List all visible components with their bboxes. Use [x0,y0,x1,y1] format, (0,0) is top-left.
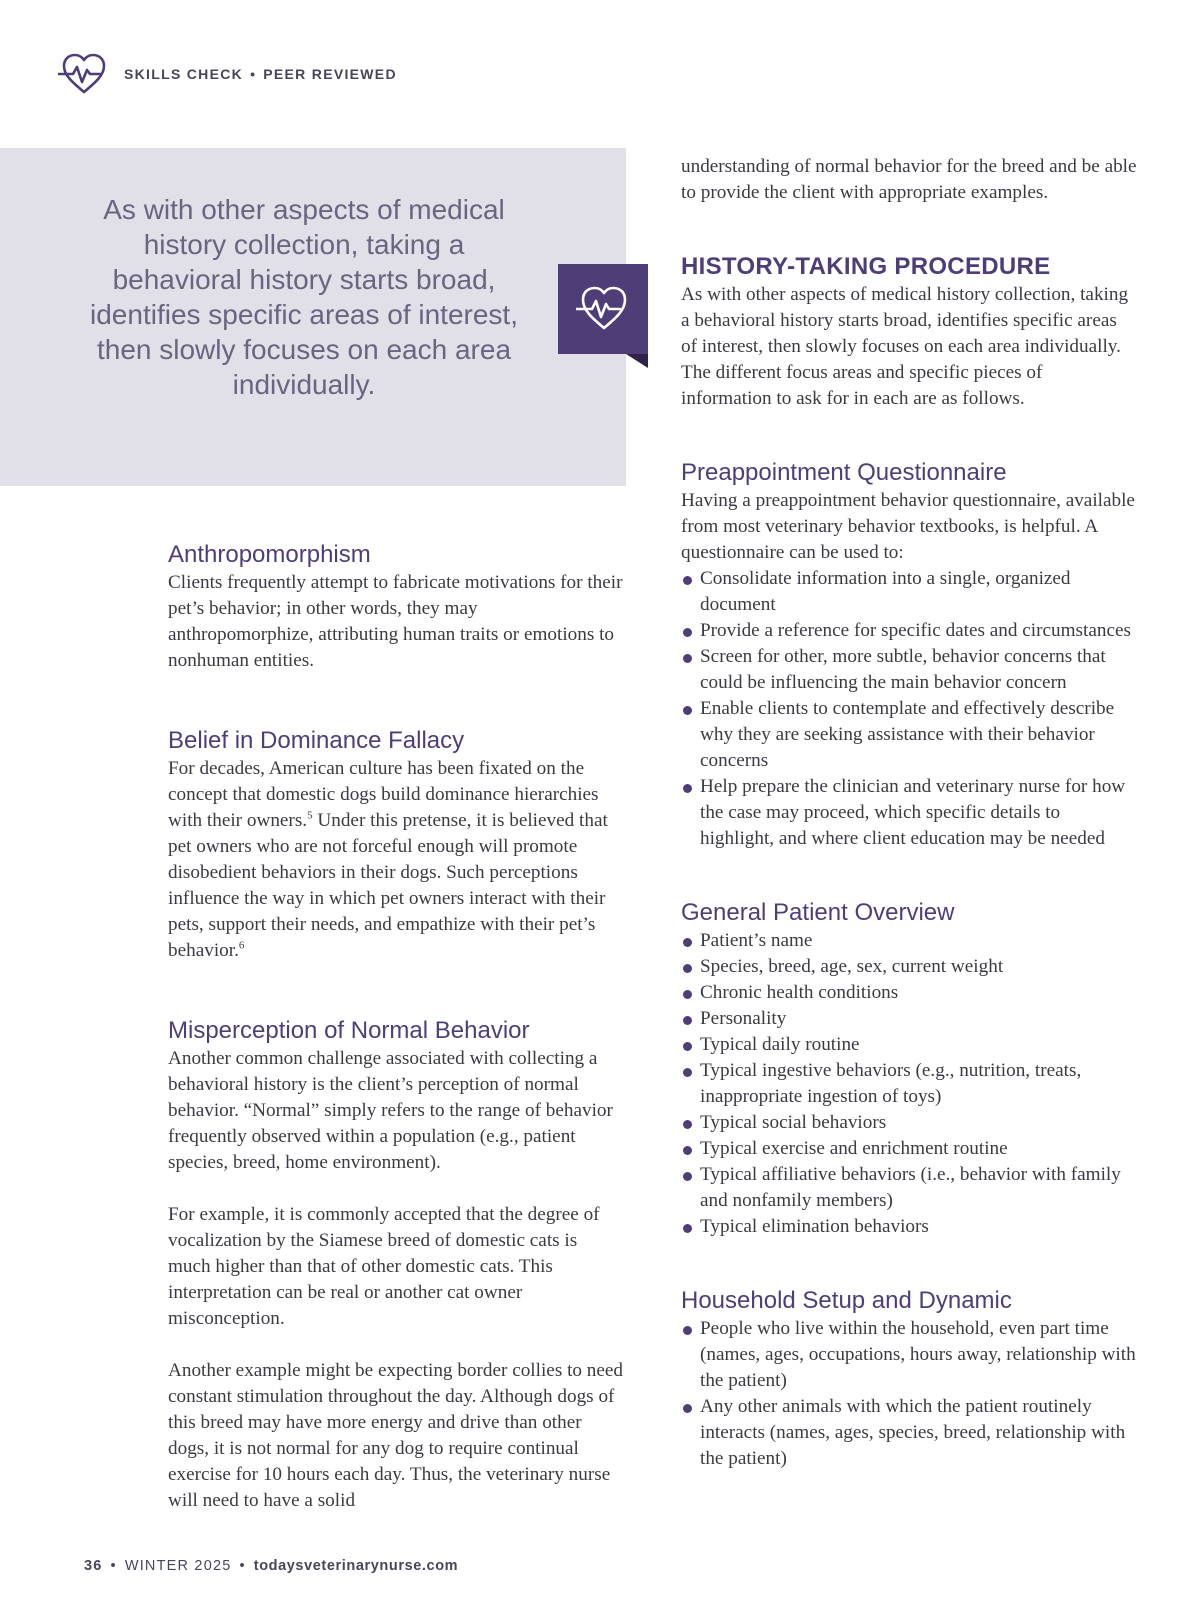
bullet-icon [683,1326,692,1335]
procedure-heading: HISTORY-TAKING PROCEDURE [681,253,1051,280]
household-heading: Household Setup and Dynamic [681,1287,1012,1314]
bullet-icon [683,964,692,973]
issue-label: WINTER 2025 [124,1558,232,1574]
section-label: SKILLS CHECK [124,66,244,82]
list-item: Chronic health conditions [681,980,1137,1006]
bullet-icon [683,654,692,663]
overview-heading: General Patient Overview [681,899,955,926]
bullet-icon [683,990,692,999]
list-item: Typical affiliative behaviors (i.e., behavior with family and nonfamily members) [681,1162,1137,1214]
list-item: Typical exercise and enrichment routine [681,1136,1137,1162]
heart-pulse-icon [576,284,630,332]
list-item: Screen for other, more subtle, behavior concerns that could be influencing the main behavior concern [681,644,1137,696]
list-item: Personality [681,1006,1137,1032]
dominance-text-1: For decades, American culture has been fixated on the concept that domestic dogs build dominance hierarchies with their owners. [168,758,599,831]
household-list [681,1316,1137,1472]
bullet-icon [683,576,692,585]
list-item: Provide a reference for specific dates and circumstances [681,618,1137,644]
bullet-icon [683,1146,692,1155]
continuation-text: understanding of normal behavior for the breed and be able to provide the client with appropriate examples. [681,156,1137,203]
bullet-icon [683,1042,692,1051]
overview-list [681,928,1137,1240]
dominance-heading: Belief in Dominance Fallacy [168,727,465,754]
questionnaire-body: Having a preappointment behavior questionnaire, available from most veterinary behavior textbooks, is helpful. A questionnaire can be used to: [681,490,1135,563]
list-item: Typical ingestive behaviors (e.g., nutrition, treats, inappropriate ingestion of toys) [681,1058,1137,1110]
list-item: Typical elimination behaviors [681,1214,1137,1240]
bullet-icon [683,1016,692,1025]
badge-fold [626,354,648,368]
list-item: Any other animals with which the patient routinely interacts (names, ages, species, breed, relationship with the patient) [681,1394,1137,1472]
section-kicker [124,66,397,82]
right-column [681,154,1137,1472]
list-item: Consolidate information into a single, organized document [681,566,1137,618]
bullet-icon [683,1404,692,1413]
review-label: PEER REVIEWED [263,66,397,82]
pull-quote-badge [558,264,648,354]
footer-separator: • [110,1558,117,1574]
reference-5: 5 [307,809,313,822]
list-item: Typical social behaviors [681,1110,1137,1136]
bullet-icon [683,1224,692,1233]
anthropomorphism-body: Clients frequently attempt to fabricate motivations for their pet’s behavior; in other words, they may anthropomorphize, attributing human traits or emotions to nonhuman entities. [168,572,623,671]
bullet-icon [683,1068,692,1077]
bullet-icon [683,784,692,793]
left-column [168,540,624,1514]
page-number: 36 [84,1558,103,1574]
bullet-icon [683,938,692,947]
footer-separator: • [239,1558,246,1574]
page-footer [84,1558,458,1574]
pull-quote: As with other aspects of medical history collection, taking a behavioral history starts broad, identifies specific areas of interest, then slowly focuses on each area individually. [90,194,518,400]
bullet-icon [683,706,692,715]
list-item: People who live within the household, even part time (names, ages, occupations, hours away, relationship with the patient) [681,1316,1137,1394]
dominance-text-2: Under this pretense, it is believed that pet owners who are not forceful enough will promote disobedient behaviors in their dogs. Such perceptions influence the way in which pet owners interact with their pets, support their needs, and empathize with their pet’s behavior. [168,810,608,961]
bullet-icon [683,1120,692,1129]
misperception-heading: Misperception of Normal Behavior [168,1017,530,1044]
questionnaire-list [681,566,1137,852]
bullet-icon [683,1172,692,1181]
bullet-icon [683,628,692,637]
page-header [58,52,397,96]
reference-6: 6 [238,939,245,952]
heart-pulse-icon [58,52,110,96]
dominance-body [168,756,624,964]
kicker-separator: • [250,66,257,82]
questionnaire-heading: Preappointment Questionnaire [681,459,1007,486]
procedure-body: As with other aspects of medical history collection, taking a behavioral history starts broad, identifies specific areas of interest, then slowly focuses on each area individually. The different focus areas and specific pieces of information to ask for in each are as follows. [681,284,1129,409]
list-item: Typical daily routine [681,1032,1137,1058]
list-item: Species, breed, age, sex, current weight [681,954,1137,980]
misperception-para-2: For example, it is commonly accepted that the degree of vocalization by the Siamese breed of domestic cats is much higher than that of other domestic cats. This interpretation can be real or another cat owner misconception. [168,1204,600,1329]
misperception-para-1: Another common challenge associated with collecting a behavioral history is the client’s perception of normal behavior. “Normal” simply refers to the range of behavior frequently observed within a population (e.g., patient species, breed, home environment). [168,1048,613,1173]
website-link[interactable]: todaysveterinarynurse.com [253,1558,459,1574]
anthropomorphism-heading: Anthropomorphism [168,541,371,568]
list-item: Patient’s name [681,928,1137,954]
list-item: Enable clients to contemplate and effectively describe why they are seeking assistance with their behavior concerns [681,696,1137,774]
list-item: Help prepare the clinician and veterinary nurse for how the case may proceed, which specific details to highlight, and where client education may be needed [681,774,1137,852]
misperception-para-3: Another example might be expecting border collies to need constant stimulation throughout the day. Although dogs of this breed may have more energy and drive than other dogs, it is not normal for any dog to require continual exercise for 10 hours each day. Thus, the veterinary nurse will need to have a solid [168,1360,624,1511]
